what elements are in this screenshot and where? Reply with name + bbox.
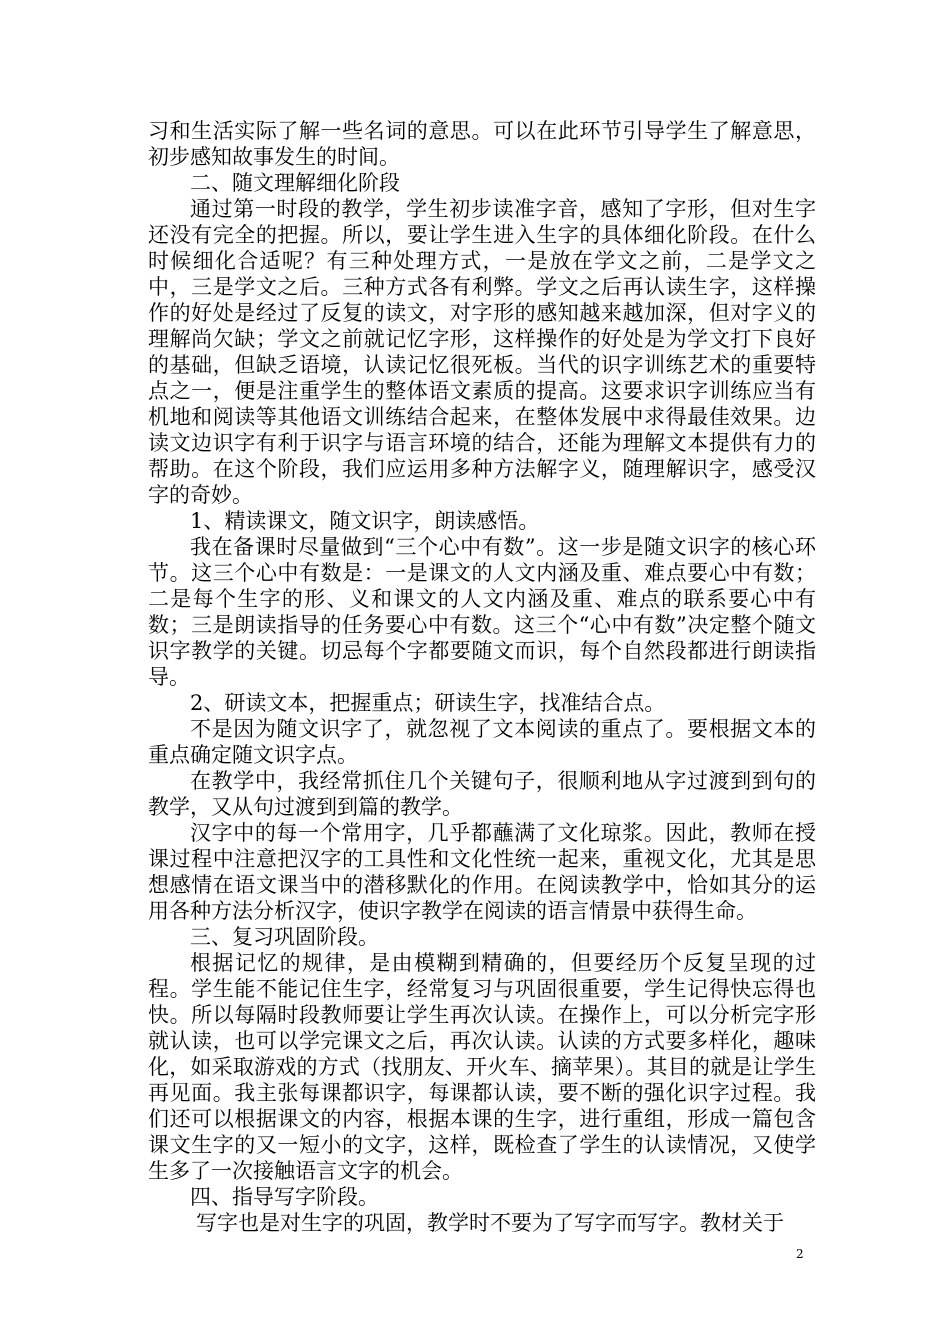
section-heading: 二、随文理解细化阶段 <box>190 171 400 195</box>
subsection-heading: 1、精读课文，随文识字，朗读感悟。 <box>190 509 540 533</box>
section-heading: 四、指导写字阶段。 <box>190 1185 379 1209</box>
paragraph: 不是因为随文识字了，就忽视了文本阅读的重点了。要根据文本的重点确定随文识字点。 <box>148 717 816 767</box>
paragraph: 我在备课时尽量做到“三个心中有数”。这一步是随文识字的核心环节。这三个心中有数是：一是课文的人文内涵及重、难点要心中有数；二是每个生字的形、义和课文的人文内涵及重、难点的联系要心中有数；三是朗读指导的任务要心中有数。这三个“心中有数”决定整个随文识字教学的关键。切忌每个字都要随文而识，每个自然段都进行朗读指导。 <box>148 535 816 689</box>
paragraph: 在教学中，我经常抓住几个关键句子，很顺利地从字过渡到到句的教学，又从句过渡到到篇的教学。 <box>148 769 816 819</box>
paragraph: 汉字中的每一个常用字，几乎都蘸满了文化琼浆。因此，教师在授课过程中注意把汉字的工具性和文化性统一起来，重视文化，尤其是思想感情在语文课当中的潜移默化的作用。在阅读教学中，恰如其分的运用各种方法分析汉字，使识字教学在阅读的语言情景中获得生命。 <box>148 821 816 923</box>
section-heading: 三、复习巩固阶段。 <box>190 925 379 949</box>
paragraph: 写字也是对生字的巩固，教学时不要为了写字而写字。教材关于 <box>196 1211 784 1235</box>
document-body <box>148 118 816 1236</box>
subsection-heading: 2、研读文本，把握重点；研读生字，找准结合点。 <box>190 691 666 715</box>
paragraph: 习和生活实际了解一些名词的意思。可以在此环节引导学生了解意思，初步感知故事发生的时间。 <box>148 119 816 169</box>
paragraph: 根据记忆的规律，是由模糊到精确的，但要经历个反复呈现的过程。学生能不能记住生字，经常复习与巩固很重要，学生记得快忘得也快。所以每隔时段教师要让学生再次认读。在操作上，可以分析完字形就认读，也可以学完课文之后，再次认读。认读的方式要多样化，趣味化，如采取游戏的方式（找朋友、开火车、摘苹果）。其目的就是让学生再见面。我主张每课都识字，每课都认读，要不断的强化识字过程。我们还可以根据课文的内容，根据本课的生字，进行重组，形成一篇包含课文生字的又一短小的文字，这样，既检查了学生的认读情况，又使学生多了一次接触语言文字的机会。 <box>148 951 816 1183</box>
paragraph: 通过第一时段的教学，学生初步读准字音，感知了字形，但对生字还没有完全的把握。所以，要让学生进入生字的具体细化阶段。在什么时候细化合适呢？有三种处理方式，一是放在学文之前，二是学文之中，三是学文之后。三种方式各有利弊。学文之后再认读生字，这样操作的好处是经过了反复的读文，对字形的感知越来越加深，但对字义的理解尚欠缺；学文之前就记忆字形，这样操作的好处是为学文打下良好的基础，但缺乏语境，认读记忆很死板。当代的识字训练艺术的重要特点之一，便是注重学生的整体语文素质的提高。这要求识字训练应当有机地和阅读等其他语文训练结合起来，在整体发展中求得最佳效果。边读文边识字有利于识字与语言环境的结合，还能为理解文本提供有力的帮助。在这个阶段，我们应运用多种方法解字义，随理解识字，感受汉字的奇妙。 <box>148 197 816 507</box>
page-number: 2 <box>796 1247 804 1261</box>
